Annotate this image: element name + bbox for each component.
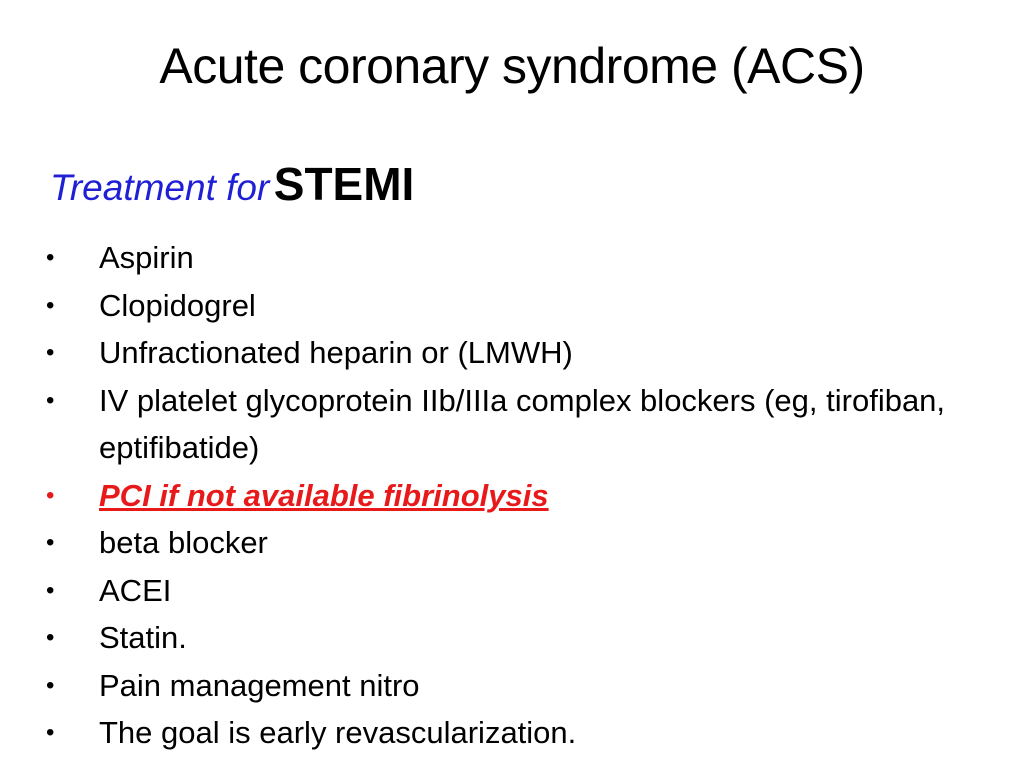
treatment-list: [0, 234, 1024, 757]
list-item: [0, 567, 1024, 615]
bullet-icon: •: [46, 339, 55, 366]
list-item: [0, 329, 1024, 377]
list-item-text: ACEI: [99, 572, 172, 608]
list-item: [0, 662, 1024, 710]
list-item-text: beta blocker: [99, 525, 268, 560]
list-item-text: PCI if not available fibrinolysis: [99, 477, 549, 513]
bullet-icon: •: [46, 291, 55, 319]
list-item-text: Aspirin: [99, 240, 194, 275]
list-item-text: Clopidogrel: [99, 287, 256, 323]
bullet-icon: •: [46, 244, 55, 271]
list-item: [0, 709, 1024, 757]
bullet-icon: •: [46, 481, 55, 509]
list-item-text: IV platelet glycoprotein IIb/IIIa complex blockers (eg, tirofiban, eptifibatide): [99, 382, 946, 465]
bullet-icon: •: [46, 386, 55, 414]
bullet-icon: •: [46, 671, 55, 699]
list-item: [0, 614, 1024, 662]
slide-title: Acute coronary syndrome (ACS): [159, 38, 865, 94]
list-item-text: Statin.: [99, 620, 187, 655]
subtitle-emphasis: STEMI: [273, 158, 415, 210]
list-item: [0, 234, 1024, 282]
slide-subtitle: [50, 156, 414, 224]
list-item-text: Unfractionated heparin or (LMWH): [99, 335, 573, 370]
list-item: [0, 377, 1024, 472]
list-item: [0, 519, 1024, 567]
list-item-highlighted: [0, 472, 1024, 520]
bullet-icon: •: [46, 624, 55, 651]
subtitle-lead: Treatment for: [50, 167, 270, 208]
list-item: [0, 282, 1024, 330]
bullet-icon: •: [46, 719, 55, 746]
bullet-icon: •: [46, 576, 55, 604]
bullet-icon: •: [46, 529, 55, 556]
list-item-text: Pain management nitro: [99, 667, 420, 703]
list-item-text: The goal is early revascularization.: [99, 715, 577, 750]
